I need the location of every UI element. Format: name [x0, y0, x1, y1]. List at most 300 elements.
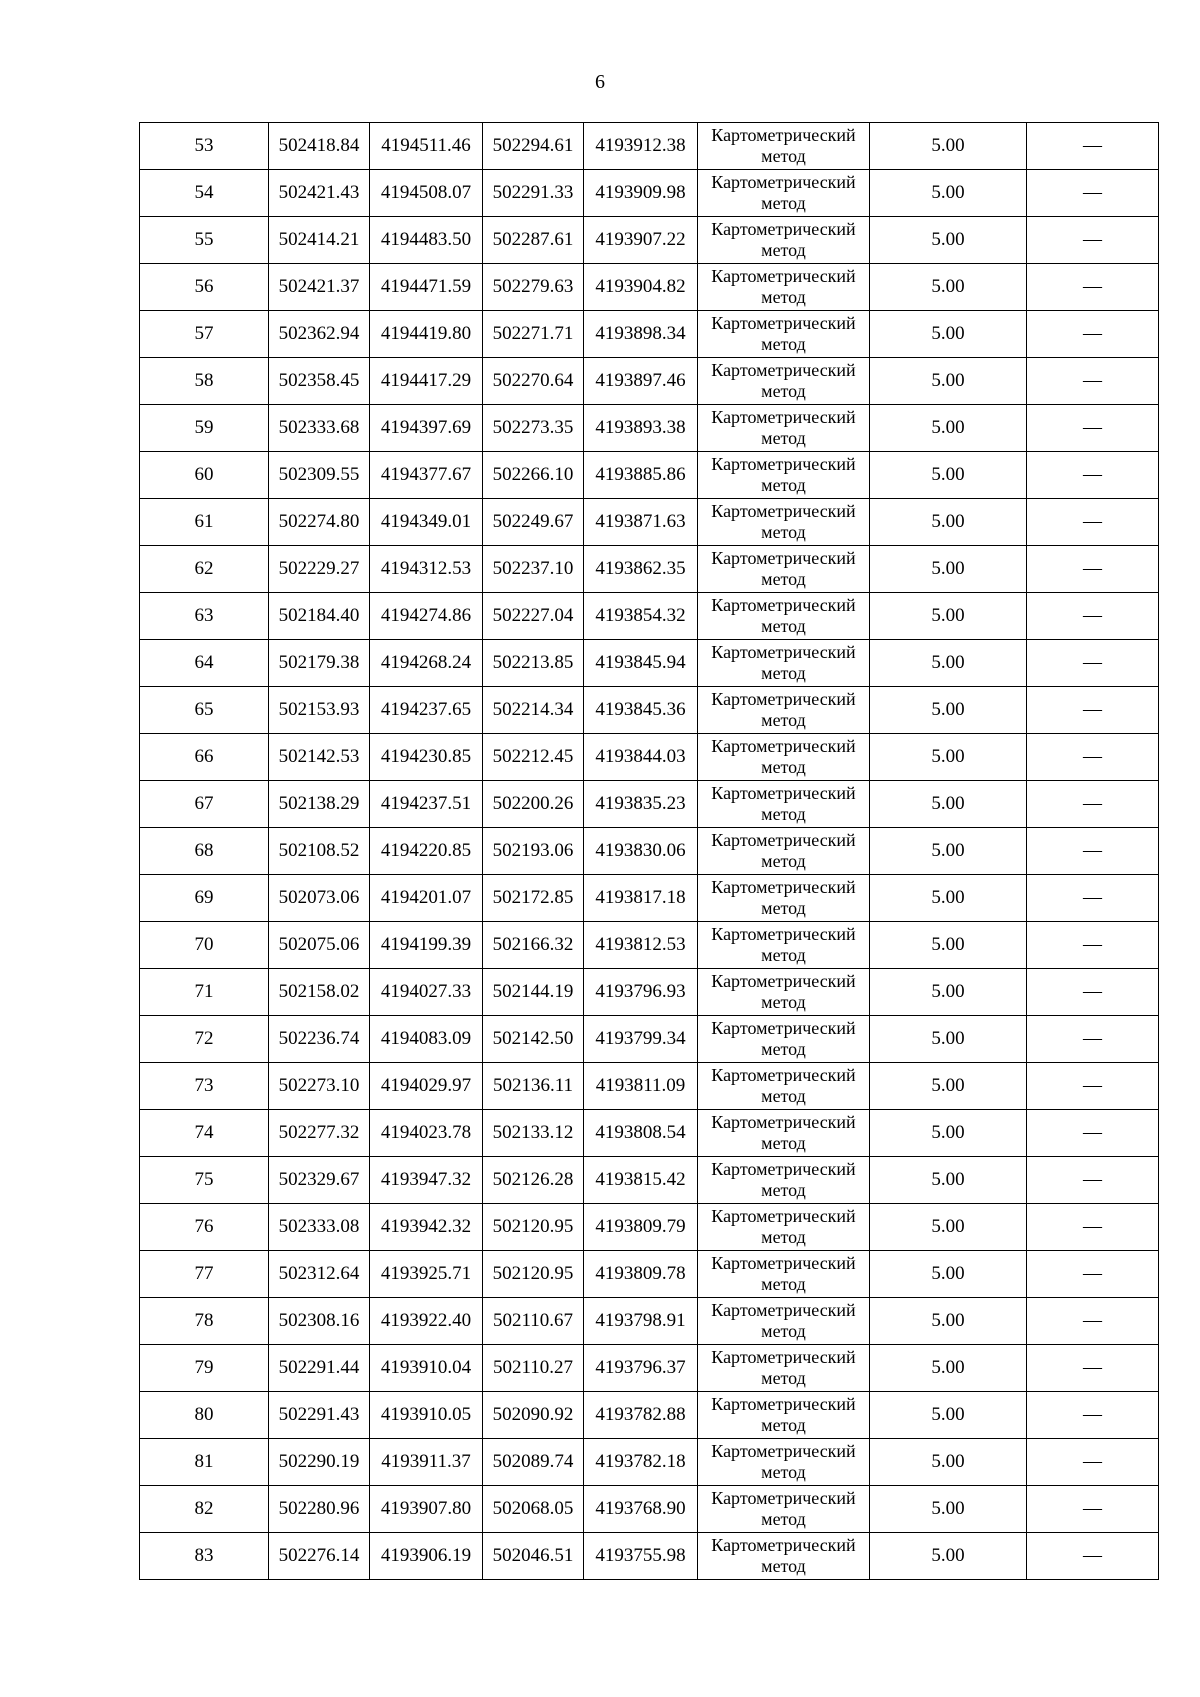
y-coordinate-2-cell: 4193796.37 — [584, 1345, 698, 1392]
accuracy-cell: 5.00 — [870, 1110, 1027, 1157]
x-coordinate-1-cell: 502236.74 — [269, 1016, 370, 1063]
point-number-cell: 80 — [140, 1392, 269, 1439]
method-line-2: метод — [761, 992, 806, 1012]
accuracy-cell: 5.00 — [870, 452, 1027, 499]
description-cell: — — [1027, 1110, 1159, 1157]
method-cell — [698, 781, 870, 828]
coordinates-table — [139, 122, 1159, 1580]
method-cell — [698, 170, 870, 217]
method-cell — [698, 1110, 870, 1157]
x-coordinate-1-cell: 502184.40 — [269, 593, 370, 640]
y-coordinate-1-cell: 4193907.80 — [370, 1486, 483, 1533]
y-coordinate-2-cell: 4193898.34 — [584, 311, 698, 358]
accuracy-cell: 5.00 — [870, 1157, 1027, 1204]
point-number-cell: 60 — [140, 452, 269, 499]
point-number-cell: 61 — [140, 499, 269, 546]
x-coordinate-1-cell: 502158.02 — [269, 969, 370, 1016]
x-coordinate-2-cell: 502270.64 — [483, 358, 584, 405]
method-line-2: метод — [761, 475, 806, 495]
table-row — [140, 546, 1159, 593]
y-coordinate-2-cell: 4193897.46 — [584, 358, 698, 405]
x-coordinate-2-cell: 502213.85 — [483, 640, 584, 687]
x-coordinate-1-cell: 502229.27 — [269, 546, 370, 593]
point-number-cell: 54 — [140, 170, 269, 217]
method-cell — [698, 405, 870, 452]
y-coordinate-2-cell: 4193835.23 — [584, 781, 698, 828]
x-coordinate-1-cell: 502153.93 — [269, 687, 370, 734]
description-cell: — — [1027, 1251, 1159, 1298]
table-row — [140, 687, 1159, 734]
accuracy-cell: 5.00 — [870, 1298, 1027, 1345]
method-line-2: метод — [761, 1368, 806, 1388]
x-coordinate-2-cell: 502120.95 — [483, 1204, 584, 1251]
y-coordinate-2-cell: 4193862.35 — [584, 546, 698, 593]
y-coordinate-2-cell: 4193845.36 — [584, 687, 698, 734]
method-cell — [698, 734, 870, 781]
method-line-1: Картометрический — [711, 454, 856, 474]
table-row — [140, 828, 1159, 875]
method-line-2: метод — [761, 1180, 806, 1200]
method-line-1: Картометрический — [711, 595, 856, 615]
y-coordinate-2-cell: 4193798.91 — [584, 1298, 698, 1345]
point-number-cell: 59 — [140, 405, 269, 452]
method-line-1: Картометрический — [711, 1065, 856, 1085]
method-line-1: Картометрический — [711, 266, 856, 286]
accuracy-cell: 5.00 — [870, 734, 1027, 781]
x-coordinate-1-cell: 502362.94 — [269, 311, 370, 358]
method-line-2: метод — [761, 1039, 806, 1059]
table-row — [140, 123, 1159, 170]
table-row — [140, 734, 1159, 781]
method-cell — [698, 1533, 870, 1580]
method-line-2: метод — [761, 381, 806, 401]
point-number-cell: 69 — [140, 875, 269, 922]
table-row — [140, 358, 1159, 405]
method-line-1: Картометрический — [711, 689, 856, 709]
method-line-2: метод — [761, 1227, 806, 1247]
description-cell: — — [1027, 922, 1159, 969]
y-coordinate-1-cell: 4193906.19 — [370, 1533, 483, 1580]
accuracy-cell: 5.00 — [870, 311, 1027, 358]
x-coordinate-1-cell: 502138.29 — [269, 781, 370, 828]
y-coordinate-1-cell: 4194230.85 — [370, 734, 483, 781]
method-cell — [698, 1486, 870, 1533]
x-coordinate-1-cell: 502273.10 — [269, 1063, 370, 1110]
y-coordinate-1-cell: 4194483.50 — [370, 217, 483, 264]
method-line-1: Картометрический — [711, 736, 856, 756]
table-row — [140, 217, 1159, 264]
description-cell: — — [1027, 1298, 1159, 1345]
y-coordinate-2-cell: 4193796.93 — [584, 969, 698, 1016]
y-coordinate-2-cell: 4193809.79 — [584, 1204, 698, 1251]
point-number-cell: 72 — [140, 1016, 269, 1063]
accuracy-cell: 5.00 — [870, 499, 1027, 546]
method-line-1: Картометрический — [711, 877, 856, 897]
y-coordinate-2-cell: 4193755.98 — [584, 1533, 698, 1580]
table-row — [140, 1298, 1159, 1345]
y-coordinate-1-cell: 4194083.09 — [370, 1016, 483, 1063]
method-line-2: метод — [761, 1321, 806, 1341]
point-number-cell: 57 — [140, 311, 269, 358]
y-coordinate-2-cell: 4193799.34 — [584, 1016, 698, 1063]
x-coordinate-1-cell: 502414.21 — [269, 217, 370, 264]
x-coordinate-2-cell: 502273.35 — [483, 405, 584, 452]
method-line-1: Картометрический — [711, 1347, 856, 1367]
table-row — [140, 1533, 1159, 1580]
y-coordinate-1-cell: 4194508.07 — [370, 170, 483, 217]
method-line-1: Картометрический — [711, 548, 856, 568]
method-cell — [698, 264, 870, 311]
method-line-1: Картометрический — [711, 971, 856, 991]
description-cell: — — [1027, 170, 1159, 217]
y-coordinate-2-cell: 4193893.38 — [584, 405, 698, 452]
method-line-2: метод — [761, 710, 806, 730]
method-line-1: Картометрический — [711, 1253, 856, 1273]
y-coordinate-2-cell: 4193904.82 — [584, 264, 698, 311]
method-line-2: метод — [761, 1509, 806, 1529]
method-line-2: метод — [761, 804, 806, 824]
point-number-cell: 67 — [140, 781, 269, 828]
x-coordinate-1-cell: 502329.67 — [269, 1157, 370, 1204]
y-coordinate-2-cell: 4193844.03 — [584, 734, 698, 781]
method-line-2: метод — [761, 851, 806, 871]
table-row — [140, 311, 1159, 358]
x-coordinate-2-cell: 502133.12 — [483, 1110, 584, 1157]
y-coordinate-1-cell: 4194201.07 — [370, 875, 483, 922]
x-coordinate-1-cell: 502418.84 — [269, 123, 370, 170]
x-coordinate-2-cell: 502200.26 — [483, 781, 584, 828]
point-number-cell: 74 — [140, 1110, 269, 1157]
x-coordinate-2-cell: 502110.27 — [483, 1345, 584, 1392]
description-cell: — — [1027, 499, 1159, 546]
method-line-2: метод — [761, 945, 806, 965]
y-coordinate-1-cell: 4193925.71 — [370, 1251, 483, 1298]
method-line-2: метод — [761, 757, 806, 777]
method-line-1: Картометрический — [711, 172, 856, 192]
description-cell: — — [1027, 452, 1159, 499]
point-number-cell: 65 — [140, 687, 269, 734]
accuracy-cell: 5.00 — [870, 781, 1027, 828]
description-cell: — — [1027, 264, 1159, 311]
y-coordinate-1-cell: 4193922.40 — [370, 1298, 483, 1345]
y-coordinate-1-cell: 4194220.85 — [370, 828, 483, 875]
method-cell — [698, 1251, 870, 1298]
method-cell — [698, 828, 870, 875]
accuracy-cell: 5.00 — [870, 170, 1027, 217]
x-coordinate-1-cell: 502274.80 — [269, 499, 370, 546]
point-number-cell: 55 — [140, 217, 269, 264]
y-coordinate-1-cell: 4193910.04 — [370, 1345, 483, 1392]
method-line-1: Картометрический — [711, 313, 856, 333]
method-line-2: метод — [761, 1274, 806, 1294]
description-cell: — — [1027, 593, 1159, 640]
x-coordinate-2-cell: 502294.61 — [483, 123, 584, 170]
table-row — [140, 452, 1159, 499]
description-cell: — — [1027, 1016, 1159, 1063]
x-coordinate-2-cell: 502142.50 — [483, 1016, 584, 1063]
x-coordinate-1-cell: 502179.38 — [269, 640, 370, 687]
x-coordinate-1-cell: 502290.19 — [269, 1439, 370, 1486]
method-line-2: метод — [761, 334, 806, 354]
x-coordinate-2-cell: 502193.06 — [483, 828, 584, 875]
x-coordinate-1-cell: 502333.08 — [269, 1204, 370, 1251]
method-cell — [698, 123, 870, 170]
x-coordinate-2-cell: 502291.33 — [483, 170, 584, 217]
description-cell: — — [1027, 546, 1159, 593]
table-row — [140, 593, 1159, 640]
y-coordinate-2-cell: 4193817.18 — [584, 875, 698, 922]
x-coordinate-1-cell: 502421.43 — [269, 170, 370, 217]
y-coordinate-2-cell: 4193907.22 — [584, 217, 698, 264]
method-line-1: Картометрический — [711, 501, 856, 521]
y-coordinate-2-cell: 4193854.32 — [584, 593, 698, 640]
x-coordinate-2-cell: 502068.05 — [483, 1486, 584, 1533]
point-number-cell: 83 — [140, 1533, 269, 1580]
x-coordinate-1-cell: 502309.55 — [269, 452, 370, 499]
point-number-cell: 78 — [140, 1298, 269, 1345]
table-row — [140, 875, 1159, 922]
y-coordinate-1-cell: 4194377.67 — [370, 452, 483, 499]
x-coordinate-2-cell: 502144.19 — [483, 969, 584, 1016]
accuracy-cell: 5.00 — [870, 922, 1027, 969]
point-number-cell: 68 — [140, 828, 269, 875]
method-line-1: Картометрический — [711, 924, 856, 944]
description-cell: — — [1027, 875, 1159, 922]
x-coordinate-1-cell: 502308.16 — [269, 1298, 370, 1345]
method-cell — [698, 969, 870, 1016]
y-coordinate-2-cell: 4193830.06 — [584, 828, 698, 875]
table-row — [140, 1063, 1159, 1110]
y-coordinate-2-cell: 4193845.94 — [584, 640, 698, 687]
point-number-cell: 77 — [140, 1251, 269, 1298]
method-line-2: метод — [761, 1086, 806, 1106]
method-cell — [698, 1298, 870, 1345]
table-row — [140, 499, 1159, 546]
x-coordinate-2-cell: 502120.95 — [483, 1251, 584, 1298]
y-coordinate-1-cell: 4193910.05 — [370, 1392, 483, 1439]
method-cell — [698, 1204, 870, 1251]
accuracy-cell: 5.00 — [870, 593, 1027, 640]
method-line-2: метод — [761, 1556, 806, 1576]
method-line-1: Картометрический — [711, 125, 856, 145]
accuracy-cell: 5.00 — [870, 1533, 1027, 1580]
table-row — [140, 922, 1159, 969]
x-coordinate-1-cell: 502291.44 — [269, 1345, 370, 1392]
description-cell: — — [1027, 687, 1159, 734]
method-line-2: метод — [761, 428, 806, 448]
x-coordinate-1-cell: 502277.32 — [269, 1110, 370, 1157]
method-cell — [698, 1392, 870, 1439]
x-coordinate-2-cell: 502089.74 — [483, 1439, 584, 1486]
y-coordinate-2-cell: 4193885.86 — [584, 452, 698, 499]
x-coordinate-1-cell: 502421.37 — [269, 264, 370, 311]
description-cell: — — [1027, 217, 1159, 264]
method-cell — [698, 640, 870, 687]
accuracy-cell: 5.00 — [870, 1392, 1027, 1439]
table-row — [140, 1204, 1159, 1251]
y-coordinate-1-cell: 4194027.33 — [370, 969, 483, 1016]
y-coordinate-1-cell: 4194312.53 — [370, 546, 483, 593]
x-coordinate-1-cell: 502075.06 — [269, 922, 370, 969]
y-coordinate-1-cell: 4194023.78 — [370, 1110, 483, 1157]
x-coordinate-2-cell: 502212.45 — [483, 734, 584, 781]
table-body — [140, 123, 1159, 1580]
point-number-cell: 79 — [140, 1345, 269, 1392]
x-coordinate-1-cell: 502142.53 — [269, 734, 370, 781]
method-cell — [698, 546, 870, 593]
point-number-cell: 71 — [140, 969, 269, 1016]
table-row — [140, 1110, 1159, 1157]
point-number-cell: 64 — [140, 640, 269, 687]
accuracy-cell: 5.00 — [870, 1204, 1027, 1251]
y-coordinate-1-cell: 4194397.69 — [370, 405, 483, 452]
y-coordinate-1-cell: 4194417.29 — [370, 358, 483, 405]
point-number-cell: 63 — [140, 593, 269, 640]
point-number-cell: 53 — [140, 123, 269, 170]
y-coordinate-2-cell: 4193871.63 — [584, 499, 698, 546]
description-cell: — — [1027, 405, 1159, 452]
method-cell — [698, 1439, 870, 1486]
x-coordinate-1-cell: 502333.68 — [269, 405, 370, 452]
accuracy-cell: 5.00 — [870, 358, 1027, 405]
point-number-cell: 73 — [140, 1063, 269, 1110]
point-number-cell: 82 — [140, 1486, 269, 1533]
y-coordinate-1-cell: 4194419.80 — [370, 311, 483, 358]
accuracy-cell: 5.00 — [870, 546, 1027, 593]
method-line-2: метод — [761, 240, 806, 260]
table-row — [140, 264, 1159, 311]
table-row — [140, 1439, 1159, 1486]
method-line-2: метод — [761, 146, 806, 166]
x-coordinate-1-cell: 502291.43 — [269, 1392, 370, 1439]
table-row — [140, 1251, 1159, 1298]
accuracy-cell: 5.00 — [870, 123, 1027, 170]
table-row — [140, 781, 1159, 828]
x-coordinate-2-cell: 502166.32 — [483, 922, 584, 969]
description-cell: — — [1027, 123, 1159, 170]
method-line-1: Картометрический — [711, 642, 856, 662]
method-line-2: метод — [761, 569, 806, 589]
x-coordinate-2-cell: 502227.04 — [483, 593, 584, 640]
description-cell: — — [1027, 781, 1159, 828]
accuracy-cell: 5.00 — [870, 640, 1027, 687]
description-cell: — — [1027, 1157, 1159, 1204]
x-coordinate-2-cell: 502110.67 — [483, 1298, 584, 1345]
x-coordinate-2-cell: 502126.28 — [483, 1157, 584, 1204]
x-coordinate-2-cell: 502249.67 — [483, 499, 584, 546]
method-cell — [698, 1063, 870, 1110]
x-coordinate-1-cell: 502276.14 — [269, 1533, 370, 1580]
y-coordinate-1-cell: 4194349.01 — [370, 499, 483, 546]
method-cell — [698, 452, 870, 499]
method-line-2: метод — [761, 1133, 806, 1153]
method-line-1: Картометрический — [711, 1206, 856, 1226]
point-number-cell: 56 — [140, 264, 269, 311]
y-coordinate-2-cell: 4193912.38 — [584, 123, 698, 170]
description-cell: — — [1027, 1439, 1159, 1486]
x-coordinate-1-cell: 502073.06 — [269, 875, 370, 922]
table-row — [140, 640, 1159, 687]
method-line-1: Картометрический — [711, 1300, 856, 1320]
x-coordinate-1-cell: 502358.45 — [269, 358, 370, 405]
description-cell: — — [1027, 358, 1159, 405]
accuracy-cell: 5.00 — [870, 969, 1027, 1016]
point-number-cell: 81 — [140, 1439, 269, 1486]
y-coordinate-1-cell: 4194029.97 — [370, 1063, 483, 1110]
accuracy-cell: 5.00 — [870, 405, 1027, 452]
method-cell — [698, 358, 870, 405]
method-line-1: Картометрический — [711, 1394, 856, 1414]
method-line-1: Картометрический — [711, 1112, 856, 1132]
y-coordinate-2-cell: 4193768.90 — [584, 1486, 698, 1533]
y-coordinate-1-cell: 4193947.32 — [370, 1157, 483, 1204]
y-coordinate-1-cell: 4194199.39 — [370, 922, 483, 969]
point-number-cell: 76 — [140, 1204, 269, 1251]
method-line-1: Картометрический — [711, 1159, 856, 1179]
description-cell: — — [1027, 1486, 1159, 1533]
method-cell — [698, 875, 870, 922]
point-number-cell: 62 — [140, 546, 269, 593]
method-line-1: Картометрический — [711, 219, 856, 239]
accuracy-cell: 5.00 — [870, 1345, 1027, 1392]
description-cell: — — [1027, 1392, 1159, 1439]
accuracy-cell: 5.00 — [870, 1063, 1027, 1110]
table-row — [140, 969, 1159, 1016]
description-cell: — — [1027, 311, 1159, 358]
method-cell — [698, 217, 870, 264]
method-cell — [698, 1157, 870, 1204]
accuracy-cell: 5.00 — [870, 1251, 1027, 1298]
x-coordinate-2-cell: 502271.71 — [483, 311, 584, 358]
y-coordinate-1-cell: 4194511.46 — [370, 123, 483, 170]
y-coordinate-2-cell: 4193809.78 — [584, 1251, 698, 1298]
method-cell — [698, 593, 870, 640]
method-line-1: Картометрический — [711, 830, 856, 850]
method-line-1: Картометрический — [711, 1018, 856, 1038]
method-cell — [698, 922, 870, 969]
y-coordinate-1-cell: 4193942.32 — [370, 1204, 483, 1251]
accuracy-cell: 5.00 — [870, 1016, 1027, 1063]
y-coordinate-2-cell: 4193909.98 — [584, 170, 698, 217]
method-cell — [698, 499, 870, 546]
description-cell: — — [1027, 1204, 1159, 1251]
table-row — [140, 1345, 1159, 1392]
accuracy-cell: 5.00 — [870, 1486, 1027, 1533]
method-line-2: метод — [761, 616, 806, 636]
point-number-cell: 66 — [140, 734, 269, 781]
y-coordinate-2-cell: 4193808.54 — [584, 1110, 698, 1157]
y-coordinate-1-cell: 4194274.86 — [370, 593, 483, 640]
method-line-1: Картометрический — [711, 407, 856, 427]
description-cell: — — [1027, 1063, 1159, 1110]
x-coordinate-2-cell: 502214.34 — [483, 687, 584, 734]
accuracy-cell: 5.00 — [870, 1439, 1027, 1486]
y-coordinate-2-cell: 4193815.42 — [584, 1157, 698, 1204]
description-cell: — — [1027, 734, 1159, 781]
y-coordinate-1-cell: 4194237.65 — [370, 687, 483, 734]
method-line-2: метод — [761, 522, 806, 542]
method-line-2: метод — [761, 1462, 806, 1482]
description-cell: — — [1027, 1533, 1159, 1580]
method-cell — [698, 1016, 870, 1063]
table-row — [140, 170, 1159, 217]
point-number-cell: 70 — [140, 922, 269, 969]
y-coordinate-1-cell: 4193911.37 — [370, 1439, 483, 1486]
method-line-1: Картометрический — [711, 1441, 856, 1461]
table-row — [140, 1486, 1159, 1533]
description-cell: — — [1027, 640, 1159, 687]
y-coordinate-2-cell: 4193812.53 — [584, 922, 698, 969]
